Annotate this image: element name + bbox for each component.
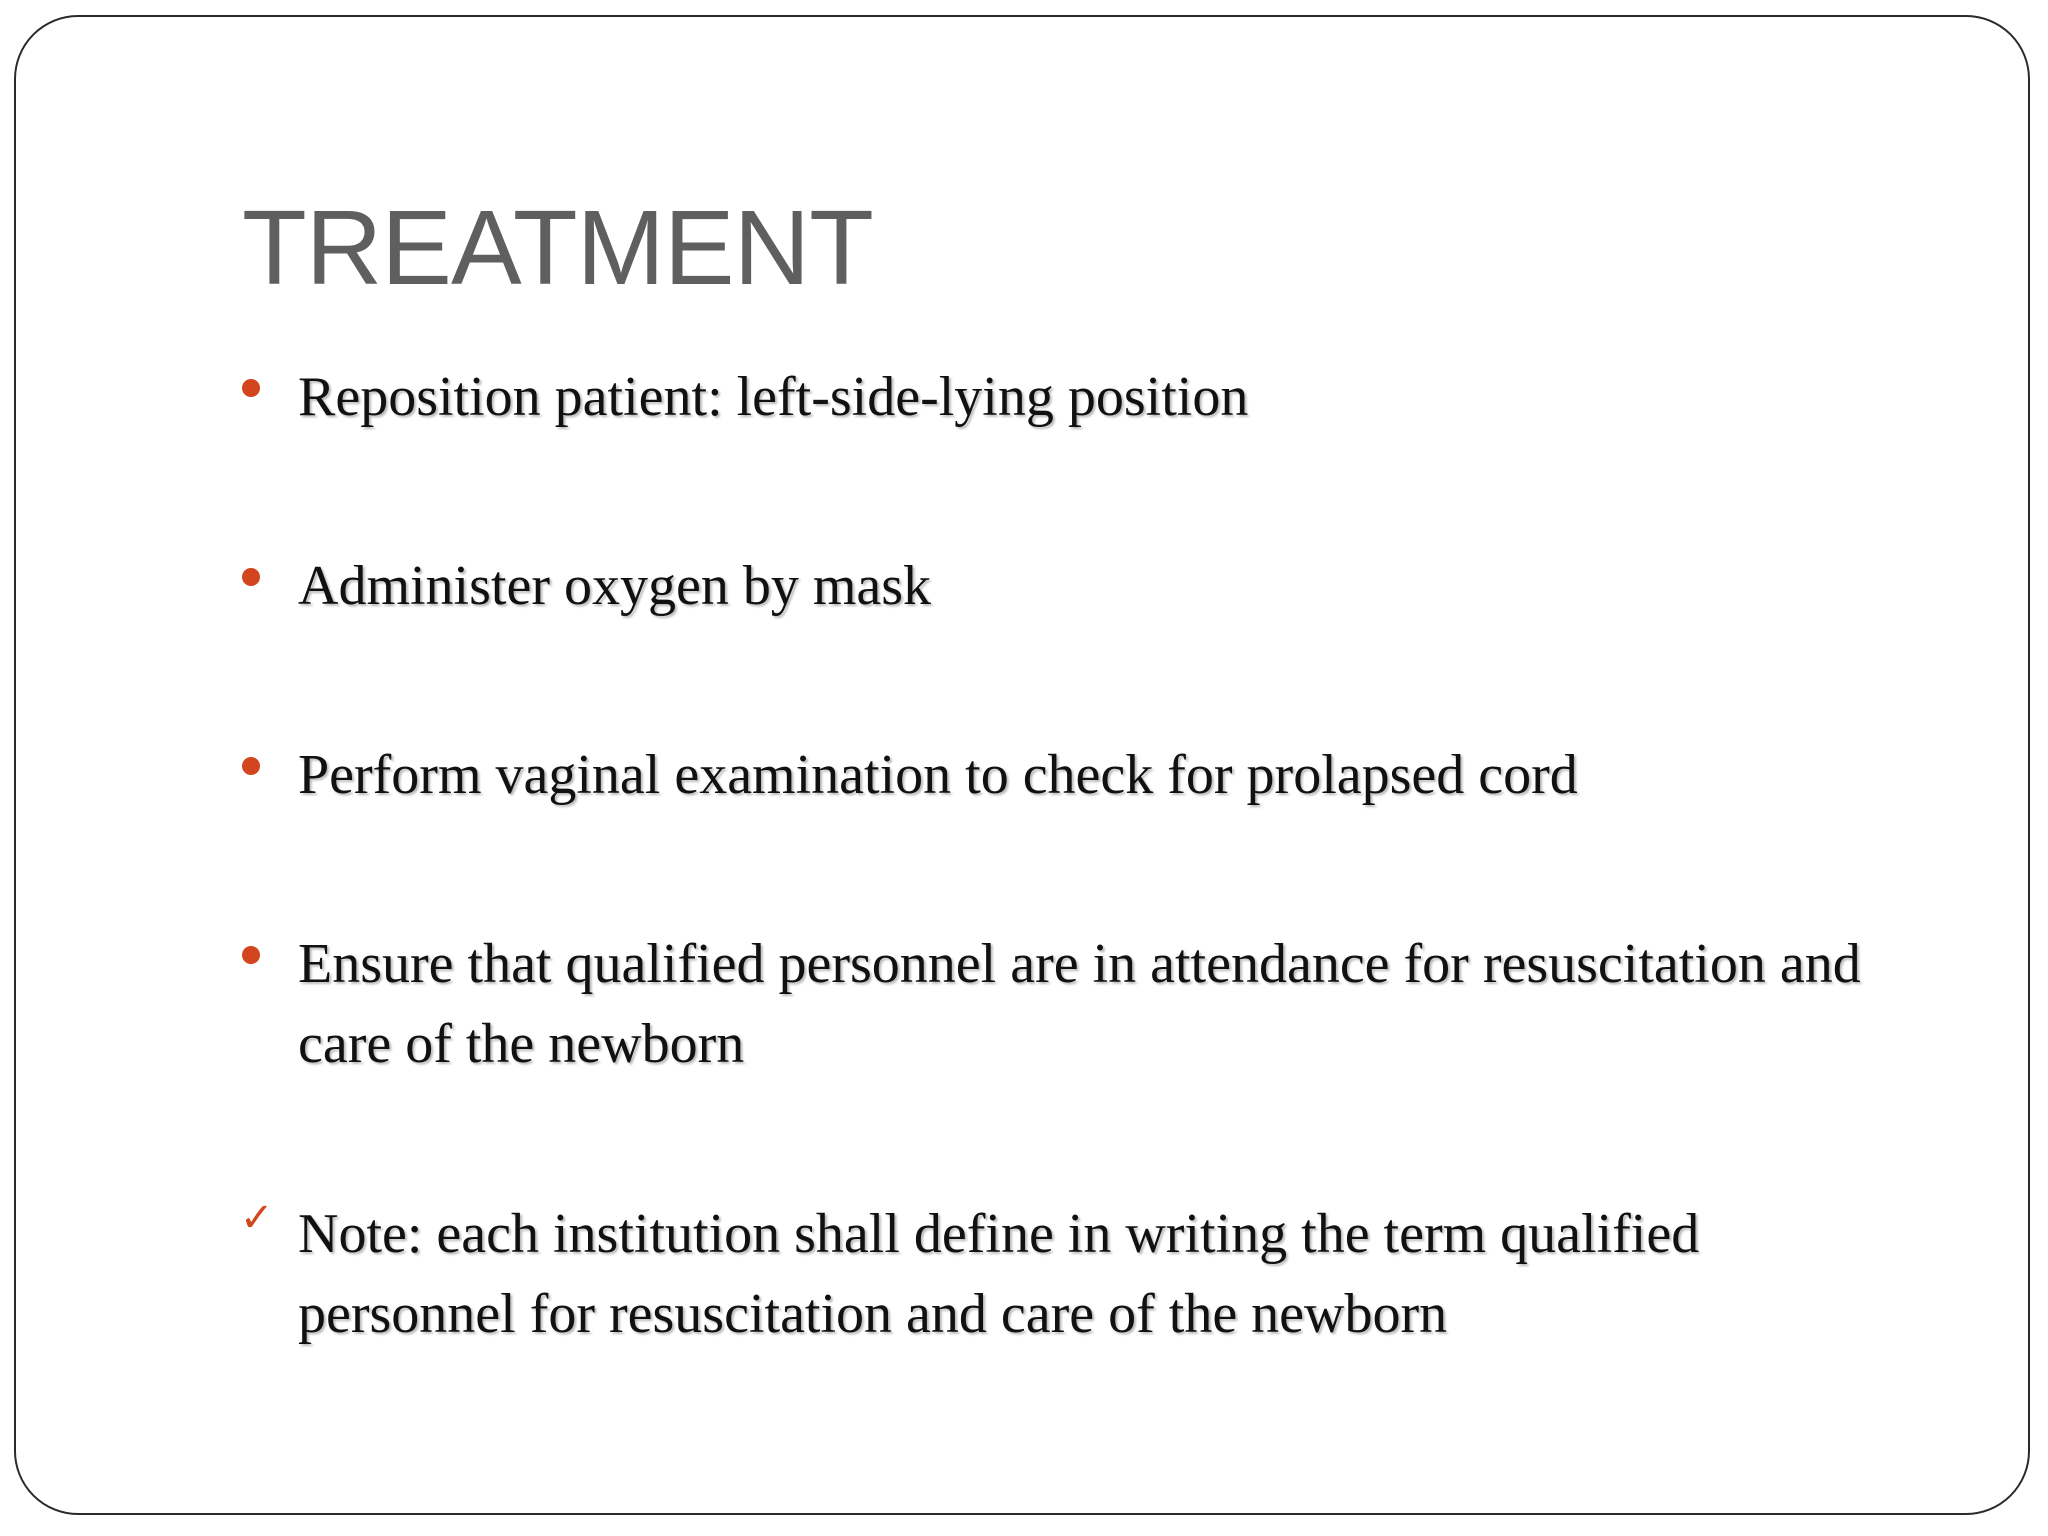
note-item [242, 1194, 1922, 1354]
bullet-dot-icon [242, 946, 260, 964]
bullet-item [242, 357, 1922, 437]
bullet-text: Ensure that qualified personnel are in attendance for resuscitation and care of the newborn [298, 933, 1861, 1075]
bullet-item [242, 924, 1922, 1084]
slide-title: TREATMENT [242, 189, 873, 307]
bullet-item [242, 735, 1922, 815]
bullet-text: Reposition patient: left-side-lying position [298, 366, 1249, 428]
note-text: Note: each institution shall define in writing the term qualified personnel for resuscitation and care of the newborn [298, 1203, 1700, 1345]
check-mark-icon: ✓ [240, 1195, 274, 1241]
bullet-text: Perform vaginal examination to check for prolapsed cord [298, 744, 1578, 806]
bullet-dot-icon [242, 568, 260, 586]
bullet-text: Administer oxygen by mask [298, 555, 932, 617]
bullet-dot-icon [242, 379, 260, 397]
bullet-item [242, 546, 1922, 626]
bullet-dot-icon [242, 757, 260, 775]
slide-frame [14, 15, 2030, 1515]
